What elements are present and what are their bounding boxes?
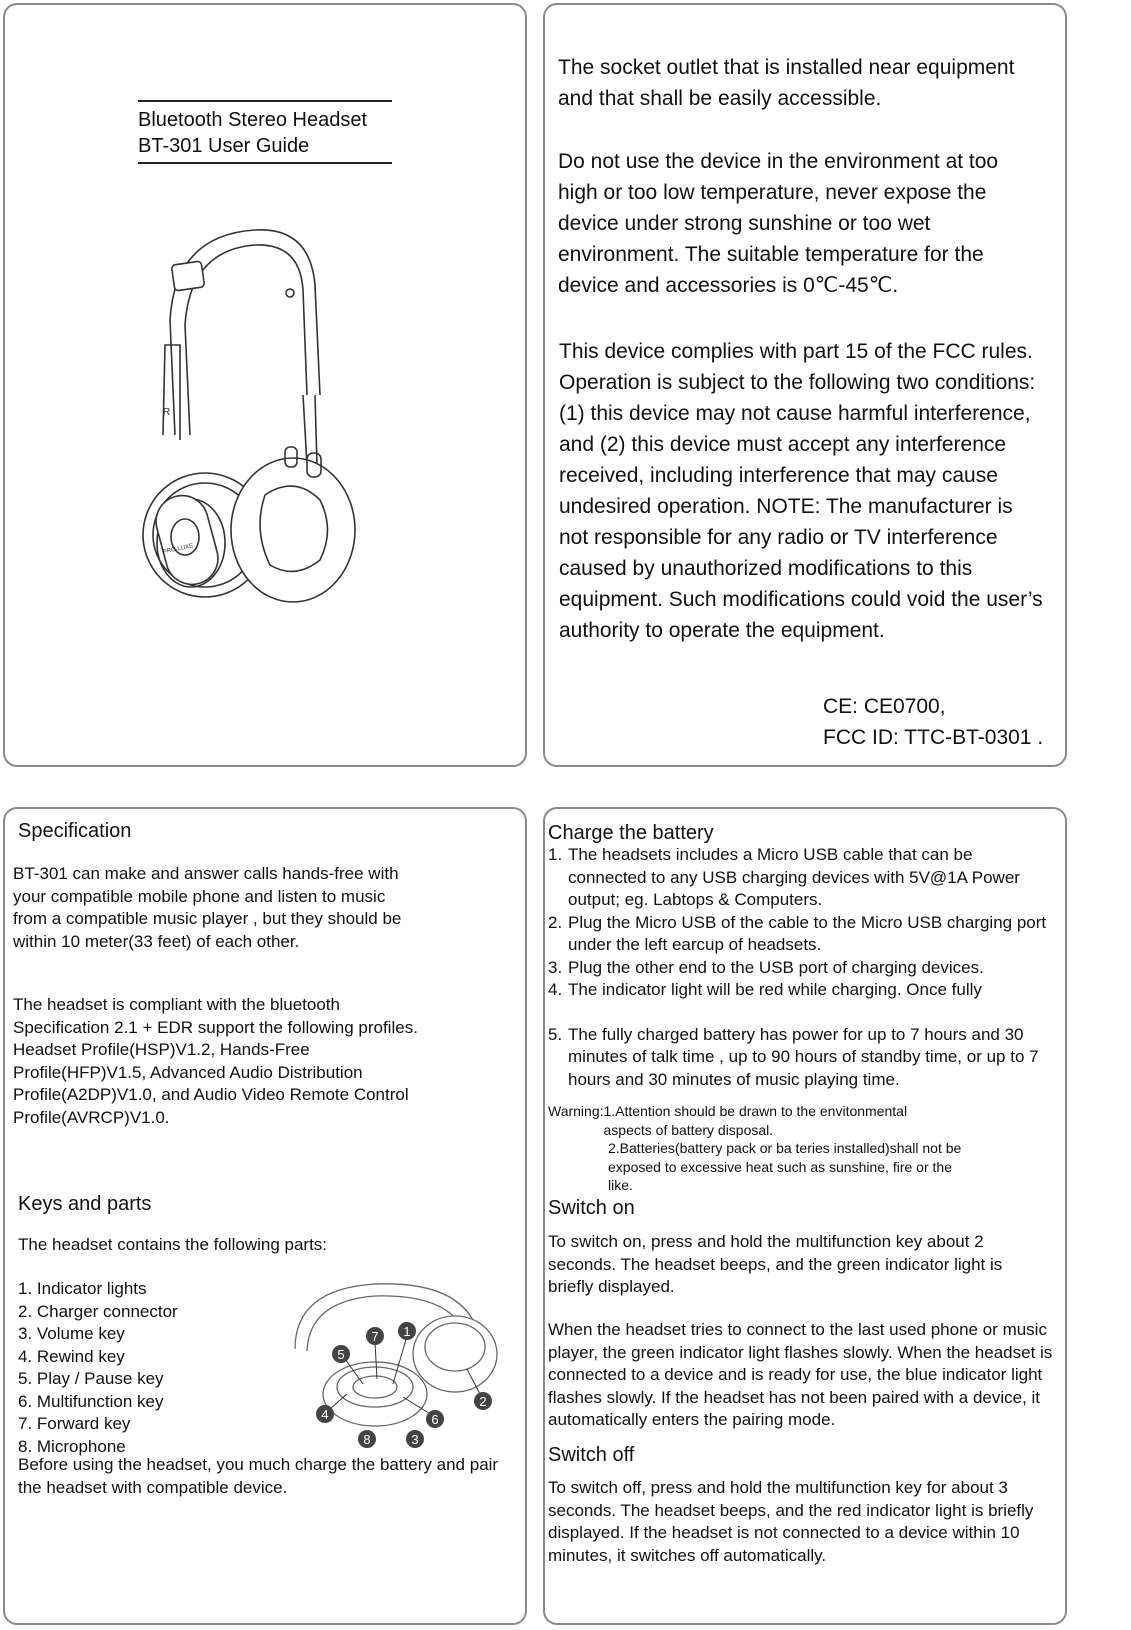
- list-item: 5. The fully charged battery has power for up to 7 hours and 30 minutes of talk time , up to 90 hours of standby time, or up to 7 hours and 30 minutes of music playing time.: [548, 1024, 1039, 1089]
- list-item: 5. Play / Pause key: [18, 1369, 164, 1388]
- cover-title: [138, 100, 392, 164]
- list-item: 8. Microphone: [18, 1436, 126, 1456]
- callout-4: 4: [321, 1407, 329, 1422]
- parts-diagram: [275, 1269, 515, 1454]
- warning-2: 2.Batteries(battery pack or ba teries installed)shall not be exposed to excessive heat such as sunshine, fire or the like.: [608, 1140, 962, 1193]
- certification-block: [823, 691, 1063, 753]
- list-item: 3. Volume key: [18, 1324, 125, 1343]
- callout-5: 5: [337, 1347, 345, 1362]
- fcc-text: This device complies with part 15 of the FCC rules. Operation is subject to the following two conditions: (1) this device may not cause harmful interference, and (2) this device must accept any interference received, including interference that may cause undesired operation. NOTE: The manufacturer is not responsible for any radio or TV interference caused by unauthorized modifications to this equipment. Such modifications could void the user’s authority to operate the equipment.: [559, 340, 1043, 642]
- temperature-text: Do not use the device in the environment at too high or too low temperature, never expose the device under strong sunshine or too wet environment. The suitable temperature for the device and accessories is 0℃-45℃.: [558, 150, 999, 297]
- list-item: 4. The indicator light will be red while charging. Once fully: [548, 980, 982, 999]
- specification-para2: The headset is compliant with the bluetooth Specification 2.1 + EDR support the following profiles. Headset Profile(HSP)V1.2, Hands-Free Profile(HFP)V1.5, Advanced Audio Distribution Profile(A2DP)V1.0, and Audio Video Remote Control Profile(AVRCP)V1.0.: [13, 995, 418, 1127]
- list-item: 4. Rewind key: [18, 1346, 125, 1366]
- switch-on-para1: To switch on, press and hold the multifunction key about 2 seconds. The headset beeps, and the green indicator light is briefly displayed.: [548, 1232, 1003, 1296]
- parts-list: [18, 1278, 278, 1458]
- warning-1: 1.Attention should be drawn to the envitonmental aspects of battery disposal.: [603, 1103, 908, 1138]
- specification-heading: Specification: [18, 820, 132, 842]
- cover-title-line1: Bluetooth Stereo Headset: [138, 109, 368, 131]
- switch-on-para2: When the headset tries to connect to the last used phone or music player, the green indicator light flashes slowly. When the headset is connected to a device and is ready for use, the blue indicator light flashes slowly. If the headset has not been paired with a device, it automatically enters the pairing mode.: [548, 1320, 1053, 1429]
- cover-title-line2: BT-301 User Guide: [138, 135, 310, 157]
- keys-note: Before using the headset, you much charge the battery and pair the headset with compatible device.: [18, 1455, 499, 1497]
- fcc-id-line: FCC ID: TTC-BT-0301 .: [823, 726, 1044, 749]
- headset-brand: PRO-LUXE: [162, 543, 194, 556]
- callout-7: 7: [371, 1329, 379, 1344]
- switch-off-para1: To switch off, press and hold the multifunction key for about 3 seconds. The headset beeps, and the red indicator light is briefly displayed. If the headset is not connected to a device within 10 minutes, it switches off automatically.: [548, 1478, 1034, 1565]
- callout-8: 8: [363, 1432, 371, 1447]
- charge-heading: Charge the battery: [548, 822, 714, 844]
- ce-line: CE: CE0700,: [823, 695, 946, 718]
- keys-intro: The headset contains the following parts:: [18, 1235, 328, 1254]
- specification-panel: [3, 807, 527, 1625]
- callout-2: 2: [479, 1394, 487, 1409]
- callout-3: 3: [411, 1432, 419, 1447]
- list-item: 2. Charger connector: [18, 1301, 178, 1321]
- callout-6: 6: [431, 1412, 439, 1427]
- specification-para1: BT-301 can make and answer calls hands-free with your compatible mobile phone and listen to music from a compatible music player , but they should be within 10 meter(33 feet) of each other.: [13, 864, 402, 951]
- list-item: 1. The headsets includes a Micro USB cable that can be connected to any USB charging devices with 5V@1A Power output; eg. Labtops & Computers.: [548, 845, 1020, 909]
- warning-label: Warning:: [548, 1103, 604, 1119]
- charge-panel: [543, 807, 1067, 1625]
- list-item: 3. Plug the other end to the USB port of charging devices.: [548, 957, 984, 977]
- keys-heading: Keys and parts: [18, 1193, 152, 1215]
- list-item: 7. Forward key: [18, 1414, 131, 1433]
- safety-panel: [543, 3, 1067, 767]
- headset-illustration: [135, 225, 395, 625]
- socket-text: The socket outlet that is installed near equipment and that shall be easily accessible.: [558, 56, 1015, 110]
- list-item: 1. Indicator lights: [18, 1279, 147, 1298]
- warning-block: [548, 1102, 988, 1195]
- switch-on-heading: Switch on: [548, 1197, 635, 1219]
- headset-label-r: R: [163, 407, 171, 418]
- list-item: 2. Plug the Micro USB of the cable to the Micro USB charging port under the left earcup of headsets.: [548, 912, 1047, 954]
- cover-panel: [3, 3, 527, 767]
- list-item: 6. Multifunction key: [18, 1391, 164, 1411]
- charge-list: [548, 844, 1048, 1091]
- callout-1: 1: [403, 1324, 411, 1339]
- switch-off-heading: Switch off: [548, 1444, 635, 1466]
